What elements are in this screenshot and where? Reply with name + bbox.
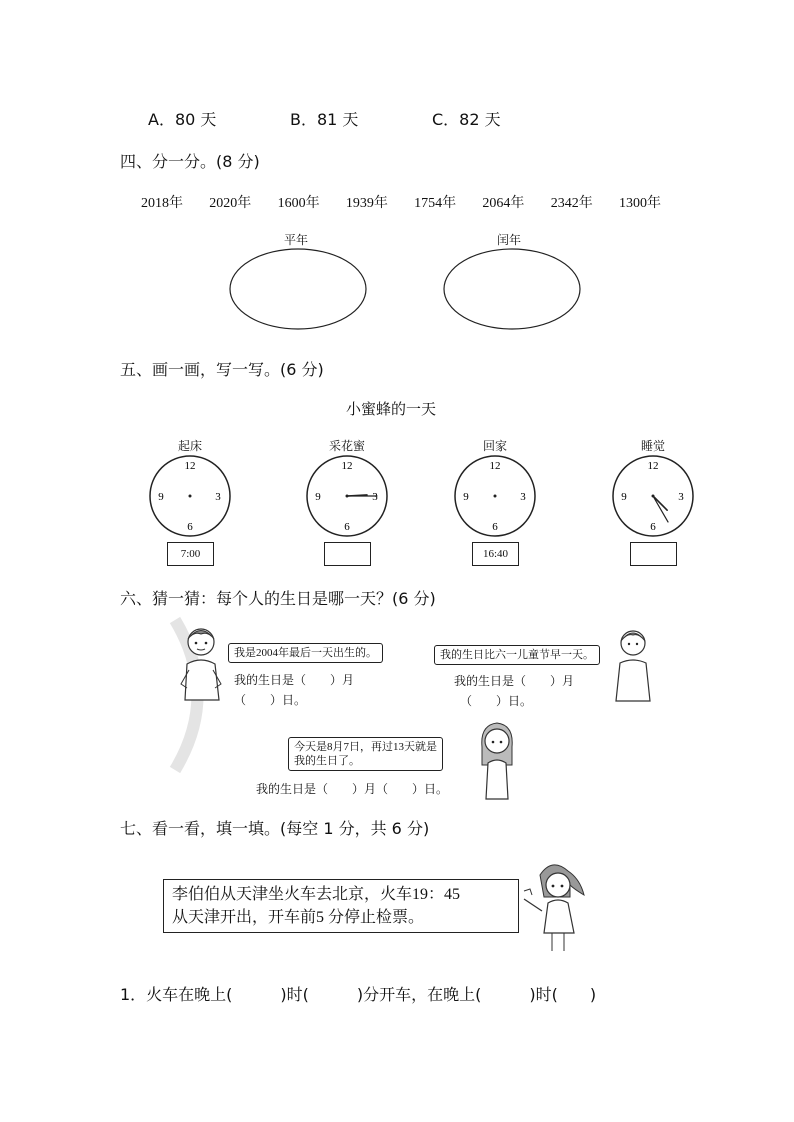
boy-speech-bubble: 我是2004年最后一天出生的。: [228, 643, 383, 663]
boy-answer-line2: （ ）日。: [234, 693, 307, 707]
q5-heading: 五、画一画，写一写。(6 分): [120, 360, 324, 379]
year-item: 2342年: [550, 196, 593, 211]
clock-number: 3: [678, 491, 684, 503]
year-list: [141, 192, 661, 212]
year-item: 1939年: [345, 196, 388, 211]
year-item: 2020年: [209, 196, 252, 211]
option-c: C．82 天: [432, 110, 501, 129]
year-item: 1600年: [277, 196, 320, 211]
clock-face[interactable]: [146, 452, 234, 540]
clock-number: 12: [341, 460, 353, 472]
boy-answer-line1: 我的生日是（ ）月: [234, 673, 355, 687]
clock-number: 12: [647, 460, 659, 472]
clock-number: 9: [621, 491, 627, 503]
boy2-speech-bubble: 我的生日比六一儿童节早一天。: [434, 645, 600, 665]
year-item: 1754年: [414, 196, 457, 211]
info-box-line2: 从天津开出，开车前5 分停止检票。: [172, 909, 425, 926]
clock-center: [494, 495, 497, 498]
clock-label: 采花蜜: [328, 439, 365, 453]
girl-speech-bubble: [288, 737, 443, 771]
clock-number: 6: [344, 521, 350, 533]
clock-label: 回家: [482, 439, 507, 453]
girl2-figure: [522, 855, 592, 955]
year-item: 2018年: [141, 196, 183, 211]
time-answer-box[interactable]: 7:00: [167, 542, 214, 566]
year-item: 2064年: [482, 196, 525, 211]
option-a: A．80 天: [148, 110, 217, 129]
clock-number: 6: [187, 521, 193, 533]
common-year-label: 平年: [284, 233, 309, 247]
leap-year-label: 闰年: [497, 233, 522, 247]
clock-number: 9: [463, 491, 469, 503]
clock-number: 9: [158, 491, 164, 503]
boy2-figure: [608, 623, 658, 703]
info-box-line1: 李伯伯从天津坐火车去北京，火车19：45: [172, 886, 461, 903]
common-year-oval[interactable]: [228, 247, 368, 331]
option-b: B．81 天: [290, 110, 359, 129]
clock-label: 起床: [177, 439, 202, 453]
girl-speech-line2: 我的生日了。: [294, 755, 360, 767]
clock-number: 12: [489, 460, 501, 472]
clock-number: 3: [520, 491, 526, 503]
clock-number: 6: [492, 521, 498, 533]
boy-figure: [175, 622, 227, 702]
time-answer-box[interactable]: [324, 542, 371, 566]
q7-item1: 1．火车在晚上( )时( )分开车，在晚上( )时( ): [120, 985, 597, 1004]
q5-title: 小蜜蜂的一天: [346, 400, 437, 418]
clock-face[interactable]: [451, 452, 539, 540]
clock-number: 12: [184, 460, 196, 472]
q6-heading: 六、猜一猜：每个人的生日是哪一天？(6 分): [120, 589, 436, 608]
q7-heading: 七、看一看，填一填。(每空 1 分，共 6 分): [120, 819, 430, 838]
clock-face[interactable]: [303, 452, 391, 540]
girl-answer: 我的生日是（ ）月（ ）日。: [256, 782, 449, 796]
clock-number: 3: [215, 491, 221, 503]
boy2-answer-line1: 我的生日是（ ）月: [454, 674, 575, 688]
girl-figure: [472, 717, 522, 801]
girl-speech-line1: 今天是8月7日，再过13天就是: [294, 741, 437, 753]
boy2-answer-line2: （ ）日。: [460, 694, 533, 708]
info-box: [163, 879, 519, 933]
time-answer-box[interactable]: 16:40: [472, 542, 519, 566]
clock-number: 3: [372, 491, 378, 503]
clock-center: [189, 495, 192, 498]
clock-number: 9: [315, 491, 321, 503]
year-item: 1300年: [618, 196, 661, 211]
clock-number: 6: [650, 521, 656, 533]
time-answer-box[interactable]: [630, 542, 677, 566]
clock-face[interactable]: [609, 452, 697, 540]
leap-year-oval[interactable]: [442, 247, 582, 331]
clock-label: 睡觉: [640, 439, 665, 453]
q4-heading: 四、分一分。(8 分): [120, 152, 260, 171]
